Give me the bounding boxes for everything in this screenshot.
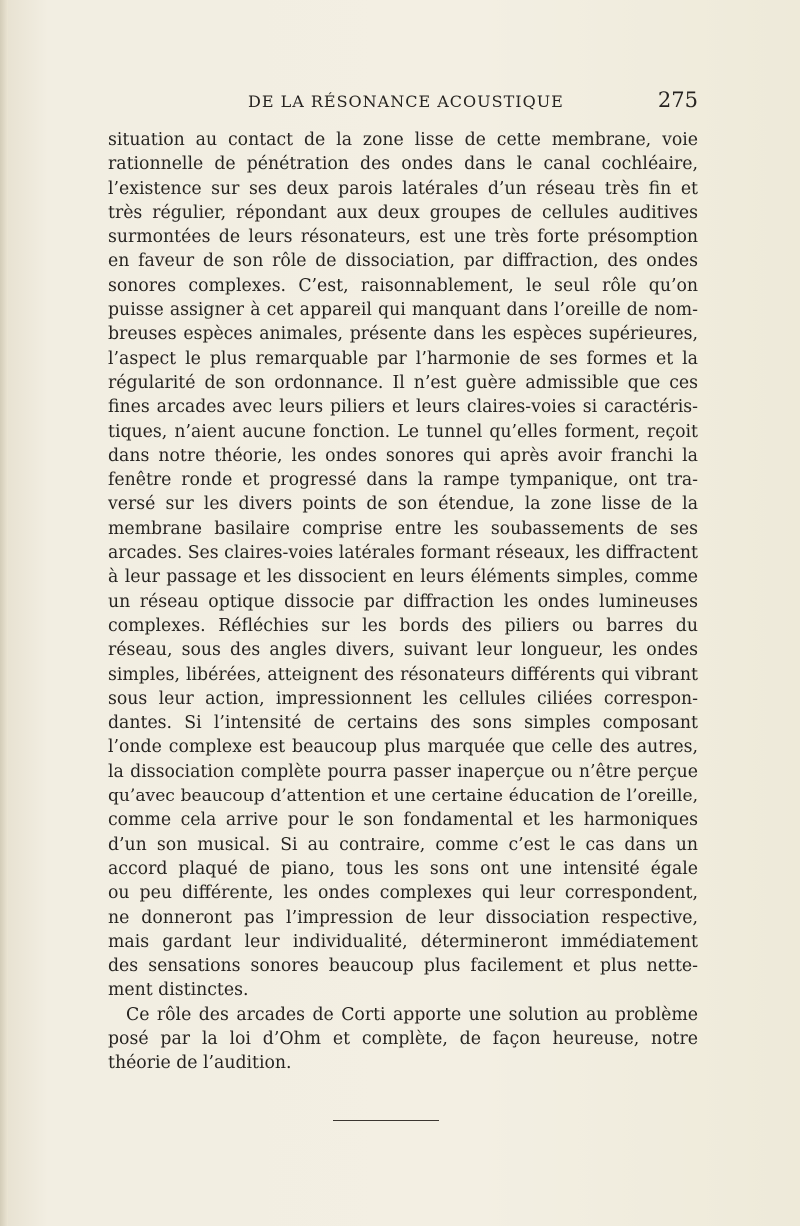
text-line: l’aspect le plus remarquable par l’harmonie de ses formes et la xyxy=(108,348,698,369)
text-line-paragraph-start: Ce rôle des arcades de Corti apporte une solution au problème xyxy=(126,1004,698,1025)
text-line: qu’avec beaucoup d’attention et une certaine éducation de l’oreille, xyxy=(108,786,698,807)
text-line: situation au contact de la zone lisse de cette membrane, voie xyxy=(108,130,698,150)
page-header xyxy=(108,90,698,116)
body-text xyxy=(108,128,698,1076)
text-line: fenêtre ronde et progressé dans la rampe tympanique, ont tra- xyxy=(108,470,698,491)
text-line: breuses espèces animales, présente dans les espèces supérieures, xyxy=(108,324,698,345)
text-line: dans notre théorie, les ondes sonores qui après avoir franchi la xyxy=(108,445,698,466)
text-line: régularité de son ordonnance. Il n’est guère admissible que ces xyxy=(108,372,698,393)
text-line: complexes. Réfléchies sur les bords des piliers ou barres du xyxy=(108,615,698,636)
text-line: ou peu différente, les ondes complexes qui leur correspondent, xyxy=(108,883,698,904)
text-line: réseau, sous des angles divers, suivant leur longueur, les ondes xyxy=(108,640,698,661)
page-spine-shadow xyxy=(0,0,8,1226)
text-line: posé par la loi d’Ohm et complète, de façon heureuse, notre xyxy=(108,1028,698,1049)
text-line: puisse assigner à cet appareil qui manquant dans l’oreille de nom- xyxy=(108,300,698,321)
text-line: l’existence sur ses deux parois latérales d’un réseau très fin et xyxy=(108,178,698,199)
text-line: mais gardant leur individualité, détermineront immédiatement xyxy=(108,931,698,952)
text-line: fines arcades avec leurs piliers et leurs claires-voies si caractéris- xyxy=(108,397,698,418)
text-line: membrane basilaire comprise entre les soubassements de ses xyxy=(108,518,698,539)
text-line: à leur passage et les dissocient en leurs éléments simples, comme xyxy=(108,567,698,588)
running-title: DE LA RÉSONANCE ACOUSTIQUE xyxy=(248,92,564,111)
text-line: sonores complexes. C’est, raisonnablement, le seul rôle qu’on xyxy=(108,275,698,296)
text-line: simples, libérées, atteignent des résonateurs différents qui vibrant xyxy=(108,664,698,685)
text-line-paragraph-end: ment distinctes. xyxy=(108,980,249,1001)
text-line: sous leur action, impressionnent les cellules ciliées correspon- xyxy=(108,688,698,709)
text-line: ne donneront pas l’impression de leur dissociation respective, xyxy=(108,907,698,928)
text-line: arcades. Ses claires-voies latérales formant réseaux, les diffractent xyxy=(108,543,698,564)
text-line: en faveur de son rôle de dissociation, par diffraction, des ondes xyxy=(108,251,698,272)
text-line: surmontées de leurs résonateurs, est une très forte présomption xyxy=(108,227,698,248)
text-line: dantes. Si l’intensité de certains des sons simples composant xyxy=(108,713,698,734)
text-line: l’onde complexe est beaucoup plus marquée que celle des autres, xyxy=(108,737,698,758)
text-line: un réseau optique dissocie par diffraction les ondes lumineuses xyxy=(108,591,698,612)
text-line: très régulier, répondant aux deux groupes de cellules auditives xyxy=(108,202,698,223)
text-line: comme cela arrive pour le son fondamental et les harmoniques xyxy=(108,810,698,831)
text-line: d’un son musical. Si au contraire, comme c’est le cas dans un xyxy=(108,834,698,855)
text-line: tiques, n’aient aucune fonction. Le tunnel qu’elles forment, reçoit xyxy=(108,421,698,442)
text-line: des sensations sonores beaucoup plus facilement et plus nette- xyxy=(108,956,698,977)
text-line: versé sur les divers points de son étendue, la zone lisse de la xyxy=(108,494,698,515)
text-line: accord plaqué de piano, tous les sons ont une intensité égale xyxy=(108,858,698,879)
chapter-end-rule xyxy=(333,1120,439,1121)
page-number: 275 xyxy=(657,88,698,112)
text-line: rationnelle de pénétration des ondes dans le canal cochléaire, xyxy=(108,154,698,175)
text-line-paragraph-end: théorie de l’audition. xyxy=(108,1053,292,1074)
text-line: la dissociation complète pourra passer inaperçue ou n’être perçue xyxy=(108,761,698,782)
